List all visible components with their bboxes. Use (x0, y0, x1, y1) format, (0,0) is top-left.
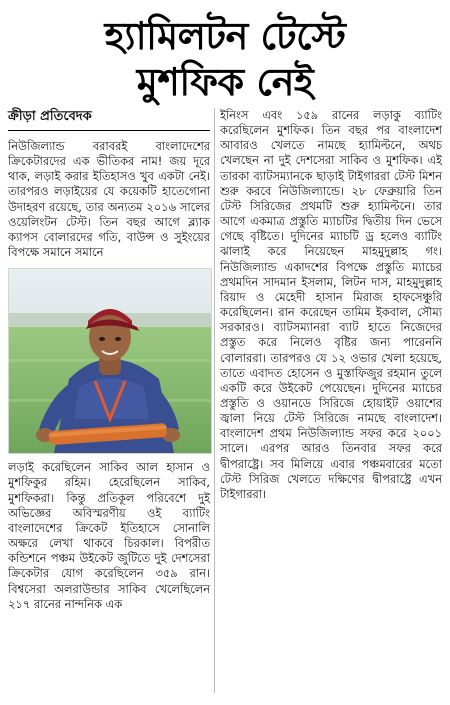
player-photo (8, 268, 212, 454)
headline (0, 14, 450, 104)
right-column (220, 108, 442, 502)
byline: ক্রীড়া প্রতিবেদক (8, 108, 210, 131)
headline-line-1: হ্যামিলটন টেস্টে (104, 14, 346, 58)
left-column (8, 108, 210, 612)
article-paragraph-2: লড়াই করেছিলেন সাকিব আল হাসান ও মুশফিকুর রহিম। হেরেছিলেন সাকিব, মুশফিকরা। কিন্তু প্রতিকূল পরিবেশে দুই অভিজ্ঞের অবিস্মরণীয় ওই ব্যাটিং বাংলাদেশের ক্রিকেট ইতিহাসে সোনালি অক্ষরে লেখা থাকবে চিরকাল। বিপরীত কন্ডিশনে পঞ্চম উইকেট জুটিতে দুই দেশসেরা ক্রিকেটার যোগ করেছিলেন ৩৫৯ রান। বিশ্বসেরা অলরাউন্ডার সাকিব খেলেছিলেন ২১৭ রানের নান্দনিক এক (8, 460, 210, 611)
article-paragraph-1: নিউজিল্যান্ড বরাবরই বাংলাদেশের ক্রিকেটারদের এক ভীতিকর নাম! জয় দূরে থাক, লড়াই করার ইতিহাসও খুব একটা নেই। তারপরও লড়াইয়ের যে কয়েকটি হাতেগোনা উদাহরণ রয়েছে, তার অন্যতম ২০১৬ সালের ওয়েলিংটন টেস্ট। তিন বছর আগে ব্ল্যাক ক্যাপস বোলারদের গতি, বাউন্স ও সুইংয়ের বিপক্ষে সমানে সমানে (8, 139, 210, 260)
headline-line-2: মুশফিক নেই (136, 60, 314, 104)
column-divider (214, 108, 215, 693)
player-photo-illustration (9, 269, 211, 453)
article-paragraph-3: ইনিংস এবং ১৫৯ রানের লড়াকু ব্যাটিং করেছিলেন মুশফিক। তিন বছর পর বাংলাদেশ আবারও খেলতে নামছে হ্যামিল্টনে, অথচ খেলছেন না দুই দেশসেরা সাকিব ও মুশফিক। এই তারকা ব্যাটসম্যানকে ছাড়াই টাইগাররা টেস্ট মিশন শুরু করবে নিউজিল্যান্ডে। ২৮ ফেব্রুয়ারি তিন টেস্ট সিরিজের প্রথমটি শুরু হ্যামিল্টনে। তার আগে একমাত্র প্রস্তুতি ম্যাচটির দ্বিতীয় দিন ভেসে গেছে বৃষ্টিতে। দুদিনের ম্যাচটি ড্র হলেও ব্যাটিং ঝালাই করে নিয়েছেন মাহমুদুল্লাহ গং। নিউজিল্যান্ড একাদশের বিপক্ষে প্রস্তুতি ম্যাচের প্রথমদিন সাদমান ইসলাম, লিটন দাস, মাহমুদুল্লাহ রিয়াদ ও মেহেদী হাসান মিরাজ হাফসেঞ্চুরি করেছিলেন। রান করেছেন তামিম ইকবাল, সৌম্য সরকারও। ব্যাটসম্যানরা ব্যাট হাতে নিজেদের প্রস্তুত করে নিলেও বৃষ্টির জন্য পারেননি বোলাররা। তারপরও যে ১২ ওভার খেলা হয়েছে, তাতে এবাদত হোসেন ও মুস্তাফিজুর রহমান তুলে একটি করে উইকেট পেয়েছেন। দুদিনের ম্যাচের প্রস্তুতি ও ওয়ানডে সিরিজে হোয়াইট ওয়াশের জ্বালা নিয়ে টেস্ট সিরিজে নামছে বাংলাদেশ। বাংলাদেশ প্রথম নিউজিল্যান্ড সফর করে ২০০১ সালে। এরপর আরও তিনবার সফর করে দ্বীপরাষ্ট্রে। সব মিলিয়ে এবার পঞ্চমবারের মতো টেস্ট সিরিজ খেলতে দক্ষিণের দ্বীপরাষ্ট্রে এখন টাইগাররা। (220, 108, 442, 501)
